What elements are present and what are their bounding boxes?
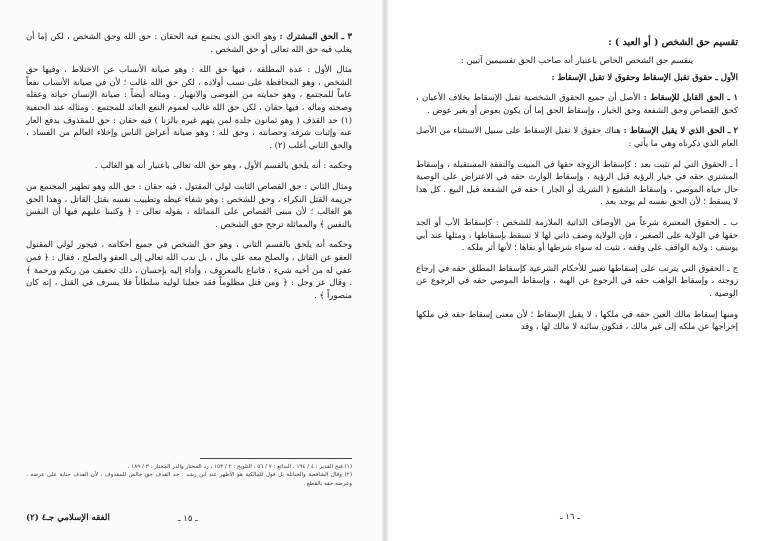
paragraph-non-waivable-right bbox=[416, 124, 738, 149]
paragraph-shared-right bbox=[26, 30, 352, 55]
heading-non-waivable-right: ٢ ـ الحق الذي لا يقبل الإسقاط : bbox=[623, 125, 738, 136]
heading-waivable-right: ١ ـ الحق القابل للإسقاط : bbox=[643, 92, 738, 103]
left-page bbox=[0, 0, 382, 541]
non-waivable-right-text: هناك حقوق لا تقبل الإسقاط على سبيل الاستثناء من الأصل العام الذي ذكرناه وهي ما يأتي : bbox=[416, 125, 738, 148]
waivable-right-text: الأصل أن جميع الحقوق الشخصية تقبل الإسقاط بخلاف الأعيان ، كحق القصاص وحق الشفعة وحق الخيار ، وإسقاط الحق إما أن يكون بعوض أو بغير عوض . bbox=[416, 92, 738, 115]
item-c: ج ـ الحقوق التي يترتب على إسقاطها تغيير للأحكام الشرعية كإسقاط المطلق حقه في إرجاع زوجته ، وإسقاط الواهب حقه في الرجوع عن الهبة ، وإسقاط الموصي حقه في الرجوع عن الوصية . bbox=[416, 262, 738, 298]
section-title: تقسيم حق الشخص ( أو العبد ) : bbox=[608, 37, 738, 48]
left-page-number: ـ ١٥ ـ bbox=[178, 514, 198, 524]
footnote-1: (١) فتح القدير : ٤ / ١٩٤ ، البدائع : ٧ / ٥٦ ، التلويح : ٢ / ١٥٣ ، رد المحتار والدر المختار : ٣ / ١٨٩ . bbox=[127, 464, 352, 470]
item-a: أ ـ الحقوق التي لم تثبت بعد : كإسقاط الزوجة حقها في المبيت والنفقة المستقبلة ، وإسقاط المشتري حقه في خيار الرؤية قبل الرؤية ، وإسقاط الوارث حقه في الاعتراض على الوصية حال حياة الموصي ، وإسقاط الشفيع ( الشريك أو الجار ) حقه في الشفعة قبل البيع . كل هذا لا يسقط ؛ لأن الحق نفسه لم يوجد بعد . bbox=[416, 158, 738, 207]
shared-right-text: وهو الحق الذي يجتمع فيه الحقان : حق الله وحق الشخص ، لكن إما أن يغلب فيه حق الله تعالى أو حق الشخص . bbox=[26, 31, 352, 54]
closing-paragraph: ومنها إسقاط مالك العين حقه في ملكها ، لا يقبل الإسقاط ؛ لأن معنى إسقاط حقه في ملكها إخراجها عن ملكه إلى غير مالك ، فتكون سائبة لا مالك لها ، وقد bbox=[416, 308, 738, 332]
right-page-number: ـ ١٦ ـ bbox=[560, 512, 580, 522]
footnote-divider bbox=[200, 458, 352, 459]
intro-line: ينقسم حق الشخص الخاص باعتبار أنه صاحب الحق تقسيمين آتيين : bbox=[460, 55, 694, 65]
paragraph-example-two: ومثال الثاني : حق القصاص الثابت لولي المقتول ، فيه حقان : حق الله وهو تطهير المجتمع من جريمة القتل النكراء ، وحق للشخص : وهو شفاء غيظه وتطييب نفسه بقتل القاتل ، وهذا الحق هو الغالب ؛ لأن مبنى القصاص على المماثلة ، بقوله تعالى : ﴿ وكتبنا عليهم فيها أن النفس بالنفس ﴾ والمماثلة ترجح حق الشخص . bbox=[26, 180, 352, 229]
left-page-body bbox=[26, 30, 352, 305]
footnote-2: (٢) وقال الشافعية والحنابلة بل قول للمالكية هو الأظهر عند ابن رشد : حد القذف حق خالص للمقذوف ، لأن القذف جناية على عرضه ، وعرضه حقه بالقطع . bbox=[26, 472, 352, 487]
running-title: الفقه الإسلامي جـ٤ (٢) bbox=[26, 513, 110, 523]
paragraph-example-one: مثال الأول : عدة المطلقة ، فيها حق الله : وهو صيانة الأنساب عن الاختلاط ، وفيها حق الشخص ، وهو المحافظة على نسب أولاده ، لكن حق الله غالب ؛ لأن في صيانة الأنساب نفعاً عاماً للمجتمع ، وهو حمايته من الفوضى والانهيار . ومثاله أيضاً : صيانة الإنسان حياته وعقله وصحته وماله ، فيها حقان ، لكن حق الله غالب لعموم النفع العائد للمجتمع . ومثاله عند الحنفية (١) حد القذف ( وهو ثمانون جلدة لمن يتهم غيره بالزنا ) فيه حقان : حق للمقذوف بدفع العار عنه وإثبات شرفه وحصانته ، وحق لله : وهو صيانة أعراض الناس وإخلاء العالم من الفساد ، والحق الثاني أغلب (٢) . bbox=[26, 64, 352, 150]
paragraph-ruling-one: وحكمه : أنه يلحق بالقسم الأول ، وهو حق الله تعالى باعتبار أنه هو الغالب . bbox=[94, 160, 352, 171]
paragraph-ruling-two: وحكمه أنه يلحق بالقسم الثاني ، وهو حق الشخص في جميع أحكامه ، فيجوز لولي المقتول العفو عن القاتل ، والصلح معه على مال ، بل ندب الله تعالى إلى العفو والصلح ، فقال : ﴿ فمن عفي له من أخيه شيء ، فاتباع بالمعروف ، وأداء إليه بإحسان ، ذلك تخفيف من ربكم ورحمة ﴾ . وقال عز وجل : ﴿ ومن قتل مظلوماً فقد جعلنا لوليه سلطاناً فلا يسرف في القتل ، إنه كان منصوراً ﴾ . bbox=[26, 239, 352, 300]
footnotes bbox=[26, 463, 352, 488]
heading-shared-right: ٣ ـ الحق المشترك : bbox=[279, 31, 352, 41]
item-b: ب ـ الحقوق المعتبرة شرعاً من الأوصاف الذاتية الملازمة للشخص : كإسقاط الأب أو الجد حقها في الولاية على الصغير ، فإن الولاية وصف ذاتي لها لا تسقط بإسقاطها ، ومثلها عند أبي يوسف : ولاية الواقف على وقفه ، تثبت له سواء شرطها أو نفاها ؛ لأنها أثر ملكه . bbox=[416, 216, 738, 253]
first-division-heading: الأول ـ حقوق تقبل الإسقاط وحقوق لا تقبل الإسقاط : bbox=[551, 71, 738, 82]
paragraph-waivable-right bbox=[416, 91, 738, 116]
right-page-body bbox=[416, 36, 738, 337]
right-page bbox=[388, 0, 768, 541]
